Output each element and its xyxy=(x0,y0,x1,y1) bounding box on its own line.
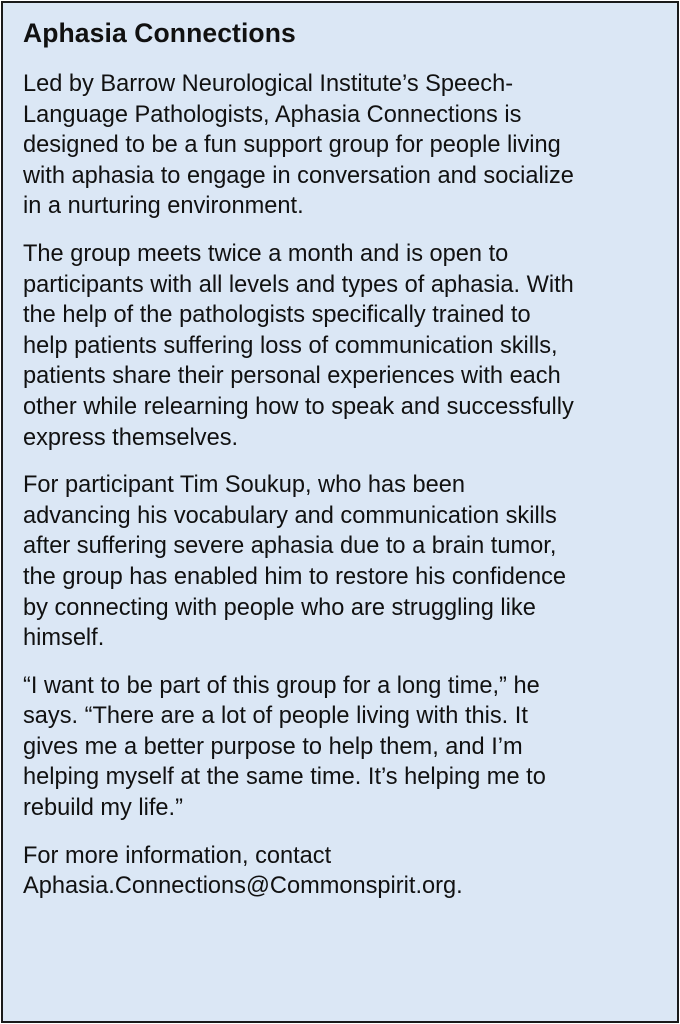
contact-email-link[interactable]: Aphasia.Connections@Commonspirit.org. xyxy=(23,873,463,900)
paragraph-contact xyxy=(23,841,671,902)
panel-title: Aphasia Connections xyxy=(23,18,296,48)
text-line: other while relearning how to speak and successfully xyxy=(23,393,574,420)
text-line: says. “There are a lot of people living with this. It xyxy=(23,703,528,730)
text-line: Led by Barrow Neurological Institute’s Speech- xyxy=(23,71,514,97)
paragraph-quote xyxy=(23,671,671,824)
info-panel xyxy=(1,1,679,1023)
text-line: For more information, contact xyxy=(23,842,332,869)
text-line: the help of the pathologists specifically trained to xyxy=(23,302,531,329)
text-line: after suffering severe aphasia due to a brain tumor, xyxy=(23,533,557,560)
text-line: The group meets twice a month and is open to xyxy=(23,240,509,267)
paragraph-participant xyxy=(23,470,671,654)
text-line: with aphasia to engage in conversation and socialize xyxy=(23,162,574,189)
text-line: helping myself at the same time. It’s helping me to xyxy=(23,764,546,791)
text-line: “I want to be part of this group for a long time,” he xyxy=(23,672,540,699)
text-line: advancing his vocabulary and communication skills xyxy=(23,502,557,529)
text-line: express themselves. xyxy=(23,424,239,451)
paragraph-intro xyxy=(23,69,671,222)
text-line: rebuild my life.” xyxy=(23,795,183,822)
text-line: participants with all levels and types of aphasia. With xyxy=(23,271,574,298)
paragraph-meetings xyxy=(23,239,671,453)
panel-content xyxy=(23,15,671,919)
text-line: himself. xyxy=(23,625,105,652)
text-line: gives me a better purpose to help them, and I’m xyxy=(23,733,523,760)
text-line: in a nurturing environment. xyxy=(23,193,304,220)
text-line: For participant Tim Soukup, who has been xyxy=(23,472,465,499)
text-line: the group has enabled him to restore his confidence xyxy=(23,563,567,590)
text-line: Language Pathologists, Aphasia Connections is xyxy=(23,101,522,128)
text-line: by connecting with people who are struggling like xyxy=(23,594,536,621)
text-line: patients share their personal experiences with each xyxy=(23,363,561,390)
text-line: designed to be a fun support group for people living xyxy=(23,132,561,159)
text-line: help patients suffering loss of communication skills, xyxy=(23,332,558,359)
